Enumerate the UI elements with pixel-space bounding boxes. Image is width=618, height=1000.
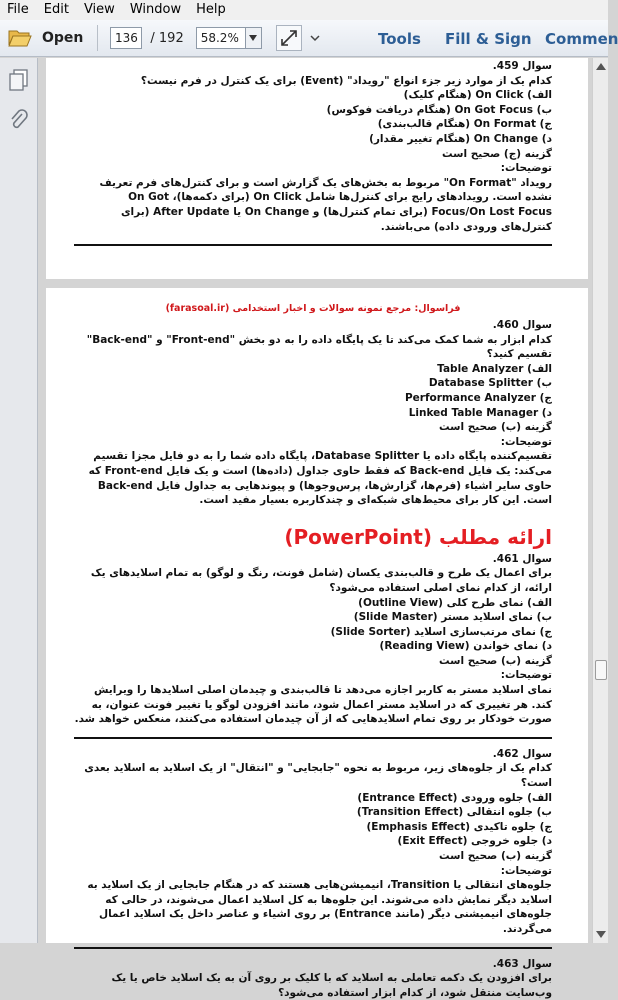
question-number: سوال 463.: [492, 957, 552, 970]
divider: [74, 244, 552, 246]
fill-sign-button[interactable]: [445, 20, 532, 57]
option-d: د) Linked Table Manager: [408, 406, 552, 419]
explanation-text: جلوه‌های انتقالی یا Transition، انیمیشن‌هایی هستند که در هنگام جابجایی از یک اسلاید به اسلاید دیگر نمایش داده می‌شوند. این جلوه‌ها به کل اسلاید اعمال می‌شوند، در حالی که جلوه‌های انیمیشنی دیگر (مانند Entrance) بر روی اشیاء و عناصر داخل یک اسلاید اعمال می‌گردند.: [87, 879, 552, 935]
option-c: ج) نمای مرتب‌سازی اسلاید (Slide Sorter): [330, 625, 552, 638]
menu-window[interactable]: Window: [129, 2, 182, 17]
option-b: ب) On Got Focus (هنگام دریافت فوکوس): [326, 103, 552, 116]
document-page: [46, 58, 588, 279]
folder-open-icon: [8, 28, 32, 48]
page-total: / 192: [150, 30, 184, 46]
scroll-up-icon[interactable]: [596, 62, 606, 70]
comment-label: Commen: [545, 29, 618, 48]
page-number-input[interactable]: 136: [110, 27, 142, 49]
menu-file[interactable]: File: [7, 2, 29, 17]
vertical-scrollbar[interactable]: [592, 58, 608, 943]
zoom-control: [196, 27, 262, 49]
explanation-label: توضیحات:: [500, 162, 552, 175]
explanation-label: توضیحات:: [500, 669, 552, 682]
comment-button[interactable]: [545, 20, 618, 57]
tools-button[interactable]: [378, 20, 421, 57]
option-a: الف) جلوه ورودی (Entrance Effect): [357, 791, 552, 804]
chevron-down-icon: [249, 35, 257, 41]
zoom-input[interactable]: 58.2%: [196, 27, 246, 49]
zoom-dropdown-button[interactable]: [246, 27, 262, 49]
toolbar-divider: [97, 25, 98, 51]
chevron-down-icon[interactable]: [310, 33, 320, 43]
divider: [74, 737, 552, 739]
document-page: [46, 288, 588, 999]
scrollbar-thumb[interactable]: [595, 660, 607, 680]
question-number: سوال 460.: [492, 319, 552, 331]
fit-page-button[interactable]: [276, 25, 302, 51]
answer-text: گزینه (ب) صحیح است: [439, 654, 552, 667]
left-navigation-panel: [0, 58, 38, 943]
option-d: د) نمای خواندن (Reading View): [379, 640, 552, 653]
menu-view[interactable]: View: [83, 2, 115, 17]
explanation-text: رویداد "On Format" مربوط به بخش‌های یک گزارش است و برای کنترل‌های فرم تعریف نشده است. رویدادهای رایج برای کنترل‌ها شامل On Click (برای دکمه‌ها)، On Got Focus/On Lost Focus (برای تمام کنترل‌ها) و On Change یا After Update (برای کنترل‌های ورودی داده) می‌باشند.: [99, 176, 552, 233]
explanation-text: نمای اسلاید مستر به کاربر اجازه می‌دهد تا قالب‌بندی و چیدمان اصلی اسلایدها را ویرایش کند. هر تغییری که در اسلاید مستر اعمال شود، مانند افزودن لوگو یا تغییر فونت عنوان، به صورت خودکار بر روی تمام اسلایدهایی که از آن چیدمان استفاده می‌کنند، منعکس خواهد شد.: [74, 684, 552, 726]
option-b: ب) Database Splitter: [428, 377, 552, 390]
option-c: ج) On Format (هنگام قالب‌بندی): [377, 118, 552, 131]
question-text: برای افزودن یک دکمه تعاملی به اسلاید که با کلیک بر روی آن به یک اسلاید خاص یا یک وب‌سایت منتقل شود، از کدام ابزار استفاده می‌شود؟: [111, 972, 552, 999]
question-text: برای اعمال یک طرح و قالب‌بندی یکسان (شامل فونت، رنگ و لوگو) به تمام اسلایدهای یک ارائه، از کدام نمای اصلی استفاده می‌شود؟: [90, 567, 552, 594]
paperclip-icon[interactable]: [8, 108, 30, 132]
option-a: الف) نمای طرح کلی (Outline View): [358, 596, 552, 609]
question-number: سوال 461.: [492, 552, 552, 565]
option-d: د) On Change (هنگام تغییر مقدار): [369, 132, 552, 145]
option-c: ج) Performance Analyzer: [404, 391, 552, 404]
page-header: فراسوال: مرجع نمونه سوالات و اخبار استخدامی (farasoal.ir): [165, 303, 461, 314]
option-c: ج) جلوه تاکیدی (Emphasis Effect): [366, 820, 552, 833]
explanation-label: توضیحات:: [500, 864, 552, 877]
option-b: ب) نمای اسلاید مستر (Slide Master): [353, 611, 552, 624]
option-a: الف) On Click (هنگام کلیک): [403, 89, 552, 102]
option-a: الف) Table Analyzer: [437, 362, 552, 375]
open-label: Open: [42, 30, 84, 46]
toolbar: [0, 20, 618, 57]
section-title: ارائه مطلب (PowerPoint): [284, 524, 552, 549]
answer-text: گزینه (ب) صحیح است: [439, 421, 552, 434]
question-text: کدام یک از موارد زیر جزء انواع "رویداد" (Event) برای یک کنترل در فرم نیست؟: [140, 74, 552, 87]
scroll-down-icon[interactable]: [596, 931, 606, 939]
divider: [74, 947, 552, 949]
tools-label: Tools: [378, 29, 421, 48]
option-b: ب) جلوه انتقالی (Transition Effect): [356, 806, 552, 819]
menu-help[interactable]: Help: [196, 2, 226, 17]
fill-sign-label: Fill & Sign: [445, 29, 532, 48]
menu-bar: [0, 0, 608, 20]
question-text: کدام یک از جلوه‌های زیر، مربوط به نحوه "جابجایی" و "انتقال" از یک اسلاید به اسلاید بعدی است؟: [84, 762, 552, 790]
question-number: سوال 462.: [492, 747, 552, 760]
answer-text: گزینه (ب) صحیح است: [439, 850, 552, 862]
explanation-text: تقسیم‌کننده پایگاه داده یا Database Splitter، پایگاه داده شما را به دو فایل مجزا تقسیم می‌کند: یک فایل Back-end که فقط حاوی جداول (داده‌ها) است و یک فایل Front-end که حاوی سایر اشیاء (فرم‌ها، گزارش‌ها، پرس‌وجوها) و پیوندهایی به جداول فایل Back-end است. این کار برای محیط‌های شبکه‌ای و چندکاربره بسیار مفید است.: [88, 450, 552, 507]
explanation-label: توضیحات:: [500, 435, 552, 448]
expand-arrows-icon: [280, 29, 298, 47]
page-thumbnails-icon[interactable]: [8, 68, 30, 92]
question-number: سوال 459.: [492, 60, 552, 72]
menu-edit[interactable]: Edit: [43, 2, 69, 17]
open-button[interactable]: [8, 23, 83, 53]
option-d: د) جلوه خروجی (Exit Effect): [397, 835, 552, 848]
question-text: کدام ابزار به شما کمک می‌کند تا یک پایگاه داده را به دو بخش "Front-end" و "Back-end" تقسیم کنید؟: [86, 333, 552, 361]
answer-text: گزینه (ج) صحیح است: [442, 147, 552, 160]
